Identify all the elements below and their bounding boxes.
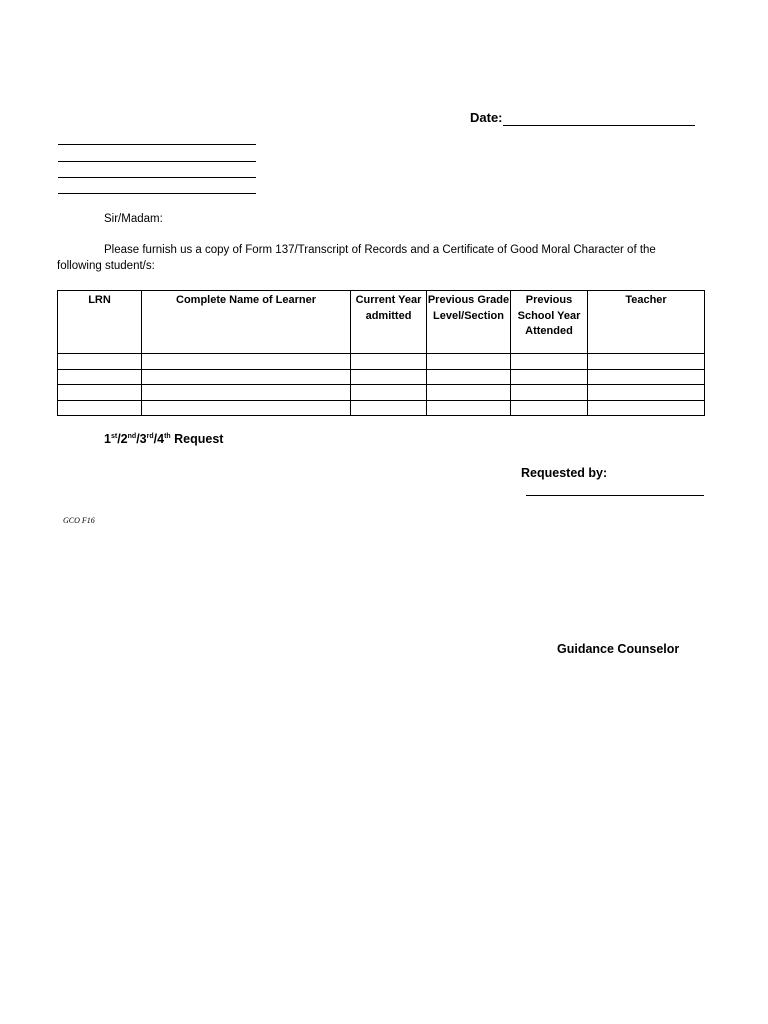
table-cell[interactable]	[142, 400, 351, 416]
address-line-2[interactable]	[58, 161, 256, 162]
signature-line[interactable]	[526, 495, 704, 496]
address-line-4[interactable]	[58, 193, 256, 194]
table-cell[interactable]	[511, 400, 588, 416]
student-records-table	[57, 290, 705, 416]
table-cell[interactable]	[58, 385, 142, 401]
table-cell[interactable]	[427, 385, 511, 401]
table-cell[interactable]	[351, 400, 427, 416]
address-line-1[interactable]	[58, 144, 256, 145]
table-cell[interactable]	[351, 385, 427, 401]
address-line-3[interactable]	[58, 177, 256, 178]
table-cell[interactable]	[427, 354, 511, 370]
column-header-learner-name: Complete Name of Learner	[142, 291, 351, 354]
letter-body-line-2: following student/s:	[57, 260, 155, 272]
table-cell[interactable]	[511, 354, 588, 370]
date-label: Date:	[470, 110, 503, 125]
table-cell[interactable]	[142, 369, 351, 385]
column-header-previous-grade: Previous Grade Level/Section	[427, 291, 511, 354]
letter-body-line-1: Please furnish us a copy of Form 137/Transcript of Records and a Certificate of Good Moral Character of the	[104, 244, 656, 256]
table-header-row	[58, 291, 705, 354]
table-cell[interactable]	[588, 369, 705, 385]
table-cell[interactable]	[511, 369, 588, 385]
column-header-teacher: Teacher	[588, 291, 705, 354]
table-cell[interactable]	[58, 354, 142, 370]
column-header-current-year: Current Year admitted	[351, 291, 427, 354]
table-cell[interactable]	[142, 354, 351, 370]
table-cell[interactable]	[351, 369, 427, 385]
request-number: 1st/2nd/3rd/4th Request	[104, 432, 224, 446]
column-header-previous-school-year: Previous School Year Attended	[511, 291, 588, 354]
table-cell[interactable]	[351, 354, 427, 370]
table-cell[interactable]	[58, 400, 142, 416]
table-cell[interactable]	[427, 369, 511, 385]
salutation: Sir/Madam:	[104, 213, 163, 225]
table-row	[58, 354, 705, 370]
guidance-counselor-label: Guidance Counselor	[557, 642, 680, 656]
requested-by-label: Requested by:	[521, 466, 608, 480]
table-cell[interactable]	[588, 400, 705, 416]
table-row	[58, 385, 705, 401]
table-cell[interactable]	[427, 400, 511, 416]
table-cell[interactable]	[511, 385, 588, 401]
date-field-line[interactable]	[503, 125, 695, 126]
table-cell[interactable]	[58, 369, 142, 385]
table-cell[interactable]	[142, 385, 351, 401]
table-row	[58, 400, 705, 416]
form-code: GCO F16	[63, 516, 95, 525]
table-cell[interactable]	[588, 385, 705, 401]
column-header-lrn: LRN	[58, 291, 142, 354]
table-row	[58, 369, 705, 385]
table-cell[interactable]	[588, 354, 705, 370]
